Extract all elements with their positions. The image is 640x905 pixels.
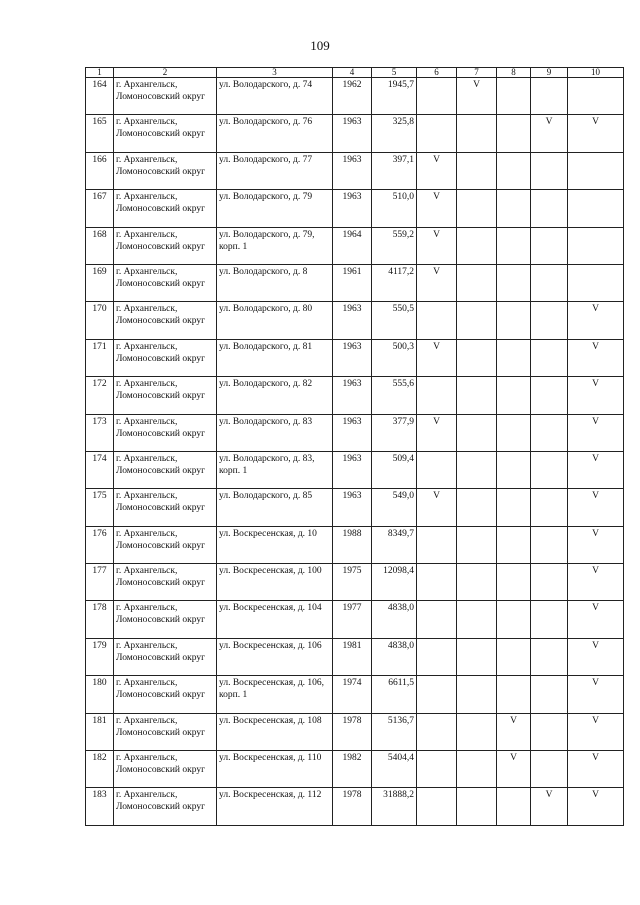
city-cell: г. Архангельск, Ломоносовский округ bbox=[114, 751, 217, 788]
row-number-cell: 182 bbox=[86, 751, 114, 788]
city-cell: г. Архангельск, Ломоносовский округ bbox=[114, 302, 217, 339]
table-row bbox=[86, 264, 624, 301]
mark-cell-7 bbox=[457, 227, 497, 264]
city-cell: г. Архангельск, Ломоносовский округ bbox=[114, 526, 217, 563]
row-number-cell: 167 bbox=[86, 190, 114, 227]
row-number-cell: 172 bbox=[86, 377, 114, 414]
row-number-cell: 176 bbox=[86, 526, 114, 563]
mark-cell-6 bbox=[417, 302, 457, 339]
mark-cell-9 bbox=[531, 638, 568, 675]
address-cell: ул. Воскресенская, д. 100 bbox=[217, 564, 333, 601]
mark-cell-9 bbox=[531, 302, 568, 339]
year-cell: 1978 bbox=[333, 713, 372, 750]
mark-cell-9 bbox=[531, 489, 568, 526]
table-row bbox=[86, 339, 624, 376]
mark-cell-7 bbox=[457, 414, 497, 451]
mark-cell-6 bbox=[417, 526, 457, 563]
mark-cell-7 bbox=[457, 638, 497, 675]
mark-cell-9 bbox=[531, 451, 568, 488]
address-cell: ул. Володарского, д. 77 bbox=[217, 152, 333, 189]
year-cell: 1977 bbox=[333, 601, 372, 638]
area-cell: 555,6 bbox=[372, 377, 417, 414]
mark-cell-7 bbox=[457, 601, 497, 638]
address-cell: ул. Володарского, д. 85 bbox=[217, 489, 333, 526]
mark-cell-6: V bbox=[417, 227, 457, 264]
city-cell: г. Архангельск, Ломоносовский округ bbox=[114, 377, 217, 414]
mark-cell-7 bbox=[457, 264, 497, 301]
table-row bbox=[86, 302, 624, 339]
mark-cell-10: V bbox=[568, 115, 624, 152]
year-cell: 1975 bbox=[333, 564, 372, 601]
city-cell: г. Архангельск, Ломоносовский округ bbox=[114, 115, 217, 152]
table-row bbox=[86, 676, 624, 713]
mark-cell-6: V bbox=[417, 264, 457, 301]
mark-cell-9 bbox=[531, 601, 568, 638]
mark-cell-9: V bbox=[531, 788, 568, 825]
mark-cell-9 bbox=[531, 227, 568, 264]
mark-cell-9 bbox=[531, 264, 568, 301]
area-cell: 510,0 bbox=[372, 190, 417, 227]
mark-cell-8 bbox=[497, 152, 531, 189]
mark-cell-9 bbox=[531, 526, 568, 563]
year-cell: 1963 bbox=[333, 152, 372, 189]
row-number-cell: 174 bbox=[86, 451, 114, 488]
area-cell: 4838,0 bbox=[372, 601, 417, 638]
address-cell: ул. Володарского, д. 76 bbox=[217, 115, 333, 152]
column-header: 2 bbox=[114, 68, 217, 78]
year-cell: 1963 bbox=[333, 451, 372, 488]
year-cell: 1963 bbox=[333, 377, 372, 414]
row-number-cell: 178 bbox=[86, 601, 114, 638]
address-cell: ул. Володарского, д. 82 bbox=[217, 377, 333, 414]
address-cell: ул. Володарского, д. 80 bbox=[217, 302, 333, 339]
year-cell: 1978 bbox=[333, 788, 372, 825]
mark-cell-9 bbox=[531, 676, 568, 713]
mark-cell-6 bbox=[417, 601, 457, 638]
address-cell: ул. Воскресенская, д. 106 bbox=[217, 638, 333, 675]
mark-cell-7 bbox=[457, 377, 497, 414]
city-cell: г. Архангельск, Ломоносовский округ bbox=[114, 676, 217, 713]
mark-cell-9 bbox=[531, 78, 568, 115]
column-header: 10 bbox=[568, 68, 624, 78]
address-cell: ул. Воскресенская, д. 104 bbox=[217, 601, 333, 638]
address-cell: ул. Володарского, д. 83, корп. 1 bbox=[217, 451, 333, 488]
area-cell: 12098,4 bbox=[372, 564, 417, 601]
address-cell: ул. Воскресенская, д. 106, корп. 1 bbox=[217, 676, 333, 713]
mark-cell-10: V bbox=[568, 751, 624, 788]
row-number-cell: 169 bbox=[86, 264, 114, 301]
city-cell: г. Архангельск, Ломоносовский округ bbox=[114, 339, 217, 376]
address-cell: ул. Володарского, д. 79 bbox=[217, 190, 333, 227]
mark-cell-10: V bbox=[568, 302, 624, 339]
mark-cell-9 bbox=[531, 564, 568, 601]
year-cell: 1961 bbox=[333, 264, 372, 301]
year-cell: 1963 bbox=[333, 190, 372, 227]
mark-cell-7 bbox=[457, 152, 497, 189]
city-cell: г. Архангельск, Ломоносовский округ bbox=[114, 152, 217, 189]
address-cell: ул. Воскресенская, д. 10 bbox=[217, 526, 333, 563]
mark-cell-8: V bbox=[497, 713, 531, 750]
mark-cell-10: V bbox=[568, 526, 624, 563]
mark-cell-8 bbox=[497, 302, 531, 339]
mark-cell-7 bbox=[457, 564, 497, 601]
mark-cell-9 bbox=[531, 713, 568, 750]
mark-cell-6: V bbox=[417, 190, 457, 227]
year-cell: 1974 bbox=[333, 676, 372, 713]
mark-cell-8 bbox=[497, 339, 531, 376]
year-cell: 1988 bbox=[333, 526, 372, 563]
mark-cell-8 bbox=[497, 115, 531, 152]
mark-cell-9 bbox=[531, 152, 568, 189]
row-number-cell: 183 bbox=[86, 788, 114, 825]
table-row bbox=[86, 377, 624, 414]
mark-cell-8 bbox=[497, 788, 531, 825]
mark-cell-7 bbox=[457, 115, 497, 152]
table-row bbox=[86, 788, 624, 825]
mark-cell-7 bbox=[457, 788, 497, 825]
address-cell: ул. Володарского, д. 83 bbox=[217, 414, 333, 451]
table-row bbox=[86, 227, 624, 264]
mark-cell-8 bbox=[497, 451, 531, 488]
table-row bbox=[86, 638, 624, 675]
year-cell: 1962 bbox=[333, 78, 372, 115]
mark-cell-6: V bbox=[417, 414, 457, 451]
mark-cell-8 bbox=[497, 227, 531, 264]
column-header: 6 bbox=[417, 68, 457, 78]
area-cell: 509,4 bbox=[372, 451, 417, 488]
mark-cell-8 bbox=[497, 526, 531, 563]
row-number-cell: 170 bbox=[86, 302, 114, 339]
column-header: 1 bbox=[86, 68, 114, 78]
mark-cell-8 bbox=[497, 564, 531, 601]
area-cell: 6611,5 bbox=[372, 676, 417, 713]
mark-cell-9: V bbox=[531, 115, 568, 152]
address-cell: ул. Володарского, д. 79, корп. 1 bbox=[217, 227, 333, 264]
city-cell: г. Архангельск, Ломоносовский округ bbox=[114, 190, 217, 227]
mark-cell-10: V bbox=[568, 339, 624, 376]
mark-cell-10: V bbox=[568, 489, 624, 526]
mark-cell-8: V bbox=[497, 751, 531, 788]
mark-cell-8 bbox=[497, 78, 531, 115]
mark-cell-7 bbox=[457, 451, 497, 488]
mark-cell-6 bbox=[417, 676, 457, 713]
table-row bbox=[86, 713, 624, 750]
mark-cell-10 bbox=[568, 264, 624, 301]
mark-cell-10: V bbox=[568, 377, 624, 414]
mark-cell-10 bbox=[568, 190, 624, 227]
mark-cell-7 bbox=[457, 489, 497, 526]
city-cell: г. Архангельск, Ломоносовский округ bbox=[114, 264, 217, 301]
mark-cell-6 bbox=[417, 713, 457, 750]
mark-cell-7 bbox=[457, 339, 497, 376]
mark-cell-6 bbox=[417, 377, 457, 414]
year-cell: 1963 bbox=[333, 339, 372, 376]
mark-cell-7 bbox=[457, 751, 497, 788]
area-cell: 549,0 bbox=[372, 489, 417, 526]
table-row bbox=[86, 190, 624, 227]
mark-cell-6 bbox=[417, 115, 457, 152]
address-cell: ул. Володарского, д. 81 bbox=[217, 339, 333, 376]
table-body bbox=[86, 78, 624, 826]
column-number-row bbox=[86, 68, 624, 78]
row-number-cell: 173 bbox=[86, 414, 114, 451]
city-cell: г. Архангельск, Ломоносовский округ bbox=[114, 713, 217, 750]
city-cell: г. Архангельск, Ломоносовский округ bbox=[114, 489, 217, 526]
mark-cell-10 bbox=[568, 152, 624, 189]
row-number-cell: 175 bbox=[86, 489, 114, 526]
table-row bbox=[86, 152, 624, 189]
column-header: 3 bbox=[217, 68, 333, 78]
housing-table bbox=[85, 67, 624, 826]
year-cell: 1964 bbox=[333, 227, 372, 264]
table-row bbox=[86, 78, 624, 115]
area-cell: 31888,2 bbox=[372, 788, 417, 825]
row-number-cell: 180 bbox=[86, 676, 114, 713]
mark-cell-10 bbox=[568, 78, 624, 115]
year-cell: 1982 bbox=[333, 751, 372, 788]
column-header: 4 bbox=[333, 68, 372, 78]
address-cell: ул. Володарского, д. 8 bbox=[217, 264, 333, 301]
mark-cell-9 bbox=[531, 190, 568, 227]
mark-cell-6: V bbox=[417, 152, 457, 189]
mark-cell-8 bbox=[497, 190, 531, 227]
area-cell: 5404,4 bbox=[372, 751, 417, 788]
year-cell: 1963 bbox=[333, 414, 372, 451]
mark-cell-6 bbox=[417, 451, 457, 488]
table-row bbox=[86, 526, 624, 563]
mark-cell-9 bbox=[531, 414, 568, 451]
year-cell: 1963 bbox=[333, 115, 372, 152]
area-cell: 1945,7 bbox=[372, 78, 417, 115]
mark-cell-8 bbox=[497, 489, 531, 526]
row-number-cell: 166 bbox=[86, 152, 114, 189]
address-cell: ул. Воскресенская, д. 108 bbox=[217, 713, 333, 750]
area-cell: 325,8 bbox=[372, 115, 417, 152]
mark-cell-7 bbox=[457, 526, 497, 563]
address-cell: ул. Воскресенская, д. 112 bbox=[217, 788, 333, 825]
mark-cell-9 bbox=[531, 377, 568, 414]
column-header: 9 bbox=[531, 68, 568, 78]
row-number-cell: 168 bbox=[86, 227, 114, 264]
mark-cell-10: V bbox=[568, 713, 624, 750]
row-number-cell: 165 bbox=[86, 115, 114, 152]
area-cell: 397,1 bbox=[372, 152, 417, 189]
year-cell: 1963 bbox=[333, 489, 372, 526]
city-cell: г. Архангельск, Ломоносовский округ bbox=[114, 788, 217, 825]
mark-cell-7 bbox=[457, 190, 497, 227]
row-number-cell: 164 bbox=[86, 78, 114, 115]
area-cell: 559,2 bbox=[372, 227, 417, 264]
mark-cell-9 bbox=[531, 751, 568, 788]
mark-cell-6: V bbox=[417, 339, 457, 376]
mark-cell-9 bbox=[531, 339, 568, 376]
area-cell: 4117,2 bbox=[372, 264, 417, 301]
row-number-cell: 177 bbox=[86, 564, 114, 601]
year-cell: 1963 bbox=[333, 302, 372, 339]
mark-cell-10: V bbox=[568, 638, 624, 675]
table-row bbox=[86, 489, 624, 526]
area-cell: 550,5 bbox=[372, 302, 417, 339]
mark-cell-8 bbox=[497, 676, 531, 713]
city-cell: г. Архангельск, Ломоносовский округ bbox=[114, 451, 217, 488]
year-cell: 1981 bbox=[333, 638, 372, 675]
city-cell: г. Архангельск, Ломоносовский округ bbox=[114, 601, 217, 638]
row-number-cell: 181 bbox=[86, 713, 114, 750]
address-cell: ул. Володарского, д. 74 bbox=[217, 78, 333, 115]
city-cell: г. Архангельск, Ломоносовский округ bbox=[114, 564, 217, 601]
area-cell: 377,9 bbox=[372, 414, 417, 451]
mark-cell-10: V bbox=[568, 601, 624, 638]
mark-cell-10: V bbox=[568, 788, 624, 825]
mark-cell-10: V bbox=[568, 564, 624, 601]
area-cell: 5136,7 bbox=[372, 713, 417, 750]
table-row bbox=[86, 751, 624, 788]
mark-cell-7 bbox=[457, 302, 497, 339]
column-header: 8 bbox=[497, 68, 531, 78]
mark-cell-6: V bbox=[417, 489, 457, 526]
city-cell: г. Архангельск, Ломоносовский округ bbox=[114, 414, 217, 451]
row-number-cell: 179 bbox=[86, 638, 114, 675]
table-row bbox=[86, 451, 624, 488]
city-cell: г. Архангельск, Ломоносовский округ bbox=[114, 78, 217, 115]
mark-cell-7 bbox=[457, 676, 497, 713]
mark-cell-6 bbox=[417, 564, 457, 601]
mark-cell-8 bbox=[497, 414, 531, 451]
mark-cell-6 bbox=[417, 751, 457, 788]
area-cell: 4838,0 bbox=[372, 638, 417, 675]
table-row bbox=[86, 564, 624, 601]
address-cell: ул. Воскресенская, д. 110 bbox=[217, 751, 333, 788]
table-row bbox=[86, 414, 624, 451]
mark-cell-8 bbox=[497, 377, 531, 414]
mark-cell-6 bbox=[417, 638, 457, 675]
column-header: 5 bbox=[372, 68, 417, 78]
city-cell: г. Архангельск, Ломоносовский округ bbox=[114, 638, 217, 675]
area-cell: 8349,7 bbox=[372, 526, 417, 563]
mark-cell-6 bbox=[417, 78, 457, 115]
city-cell: г. Архангельск, Ломоносовский округ bbox=[114, 227, 217, 264]
table-row bbox=[86, 601, 624, 638]
mark-cell-7: V bbox=[457, 78, 497, 115]
table-row bbox=[86, 115, 624, 152]
mark-cell-10: V bbox=[568, 676, 624, 713]
mark-cell-8 bbox=[497, 264, 531, 301]
mark-cell-10 bbox=[568, 227, 624, 264]
area-cell: 500,3 bbox=[372, 339, 417, 376]
mark-cell-7 bbox=[457, 713, 497, 750]
mark-cell-10: V bbox=[568, 451, 624, 488]
page-number: 109 bbox=[310, 38, 330, 53]
column-header: 7 bbox=[457, 68, 497, 78]
mark-cell-6 bbox=[417, 788, 457, 825]
mark-cell-8 bbox=[497, 601, 531, 638]
mark-cell-8 bbox=[497, 638, 531, 675]
mark-cell-10: V bbox=[568, 414, 624, 451]
row-number-cell: 171 bbox=[86, 339, 114, 376]
